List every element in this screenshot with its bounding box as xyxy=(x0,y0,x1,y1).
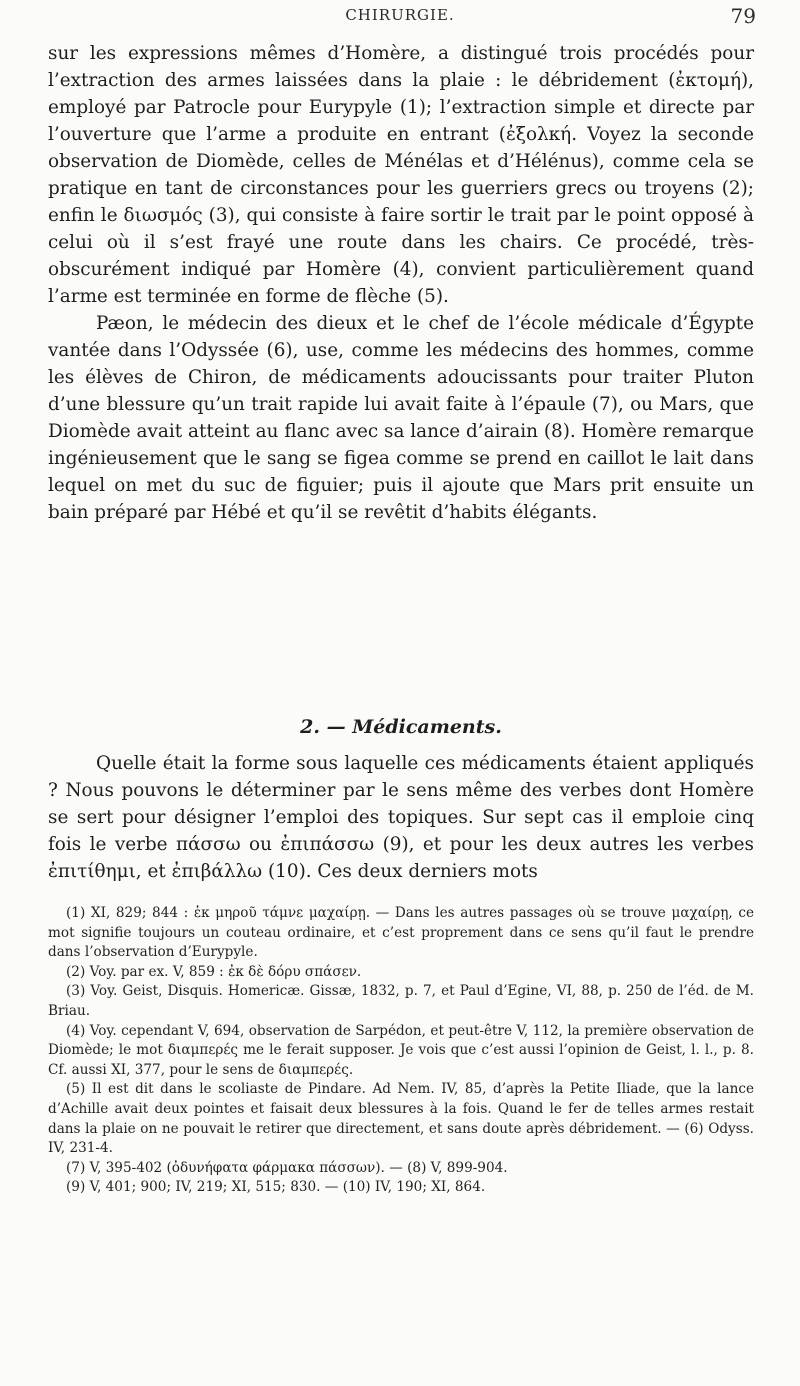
section-heading: 2. — Médicaments. xyxy=(300,716,502,738)
footnote-9-10: (9) V, 401; 900; IV, 219; XI, 515; 830. — (10) IV, 190; XI, 864. xyxy=(66,1179,486,1196)
footnote-3: (3) Voy. Geist, Disquis. Homericæ. Gissæ, 1832, p. 7, et Paul d’Egine, VI, 88, p. 250 de l’éd. de M. Briau. xyxy=(48,983,754,1019)
main-text xyxy=(48,40,754,526)
footnote-2: (2) Voy. par ex. V, 859 : ἐκ δὲ δόρυ σπάσεν. xyxy=(66,963,362,980)
footnote-4: (4) Voy. cependant V, 694, observation de Sarpédon, et peut-être V, 112, la première observation de Diomède; le mot διαμπερές me le ferait supposer. Je vois que c’est aussi l’opinion de Geist, l. l., p. 8. Cf. aussi XI, 377, pour le sens de διαμπερές. xyxy=(48,1022,754,1078)
footnote-5-6: (5) Il est dit dans le scoliaste de Pindare. Ad Nem. IV, 85, d’après la Petite Iliade, que la lance d’Achille avait deux pointes et faisait deux blessures à la fois. Quand le fer de telles armes restait dans la plaie on ne pouvait le retirer que directement, et sans doute après débridement. — (6) Odyss. IV, 231-4. xyxy=(48,1081,754,1157)
paragraph-paeon: Pæon, le médecin des dieux et le chef de l’école médicale d’Égypte vantée dans l’Odyssée (6), use, comme les médecins des hommes, comme les élèves de Chiron, de médicaments adoucissants pour traiter Pluton d’une blessure qu’un trait rapide lui avait faite à l’épaule (7), ou Mars, que Diomède avait atteint au flanc avec sa lance d’airain (8). Homère remarque ingénieusement que le sang se figea comme se prend en caillot le lait dans lequel on met du suc de figuier; puis il ajoute que Mars prit ensuite un bain préparé par Hébé et qu’il se revêtit d’habits élégants. xyxy=(48,313,754,523)
paragraph-extraction-methods: sur les expressions mêmes d’Homère, a distingué trois procédés pour l’extraction des armes laissées dans la plaie : le débridement (ἐκτομή), employé par Patrocle pour Eurypyle (1); l’extraction simple et directe par l’ouverture que l’arme a produite en entrant (ἐξολκή. Voyez la seconde observation de Diomède, celles de Ménélas et d’Hélénus), comme cela se pratique en tant de circonstances pour les guerriers grecs ou troyens (2); enfin le διωσμός (3), qui consiste à faire sortir le trait par le point opposé à celui où il s’est frayé une route dans les chairs. Ce procédé, très-obscurément indiqué par Homère (4), convient particulièrement quand l’arme est terminée en forme de flèche (5). xyxy=(48,43,754,307)
footnote-1: (1) XI, 829; 844 : ἐκ μηροῦ τάμνε μαχαίρῃ. — Dans les autres passages où se trouve μαχαίρῃ, ce mot signifie toujours un couteau ordinaire, et c’est proprement dans ce sens qu’il faut le prendre dans l’observation d’Eurypyle. xyxy=(48,905,754,961)
running-head-title: CHIRURGIE. xyxy=(345,6,455,24)
footnotes xyxy=(48,904,754,1198)
page-number: 79 xyxy=(730,4,756,28)
footnote-7-8: (7) V, 395-402 (ὀδυνήφατα φάρμακα πάσσων). — (8) V, 899-904. xyxy=(66,1159,508,1176)
paragraph-medicaments: Quelle était la forme sous laquelle ces médicaments étaient appliqués ? Nous pouvons le déterminer par le sens même des verbes dont Homère se sert pour désigner l’emploi des topiques. Sur sept cas il emploie cinq fois le verbe πάσσω ou ἐπιπάσσω (9), et pour les deux autres les verbes ἐπιτίθημι, et ἐπιβάλλω (10). Ces deux derniers mots xyxy=(48,753,754,882)
section-text xyxy=(48,750,754,885)
running-head xyxy=(0,4,800,32)
